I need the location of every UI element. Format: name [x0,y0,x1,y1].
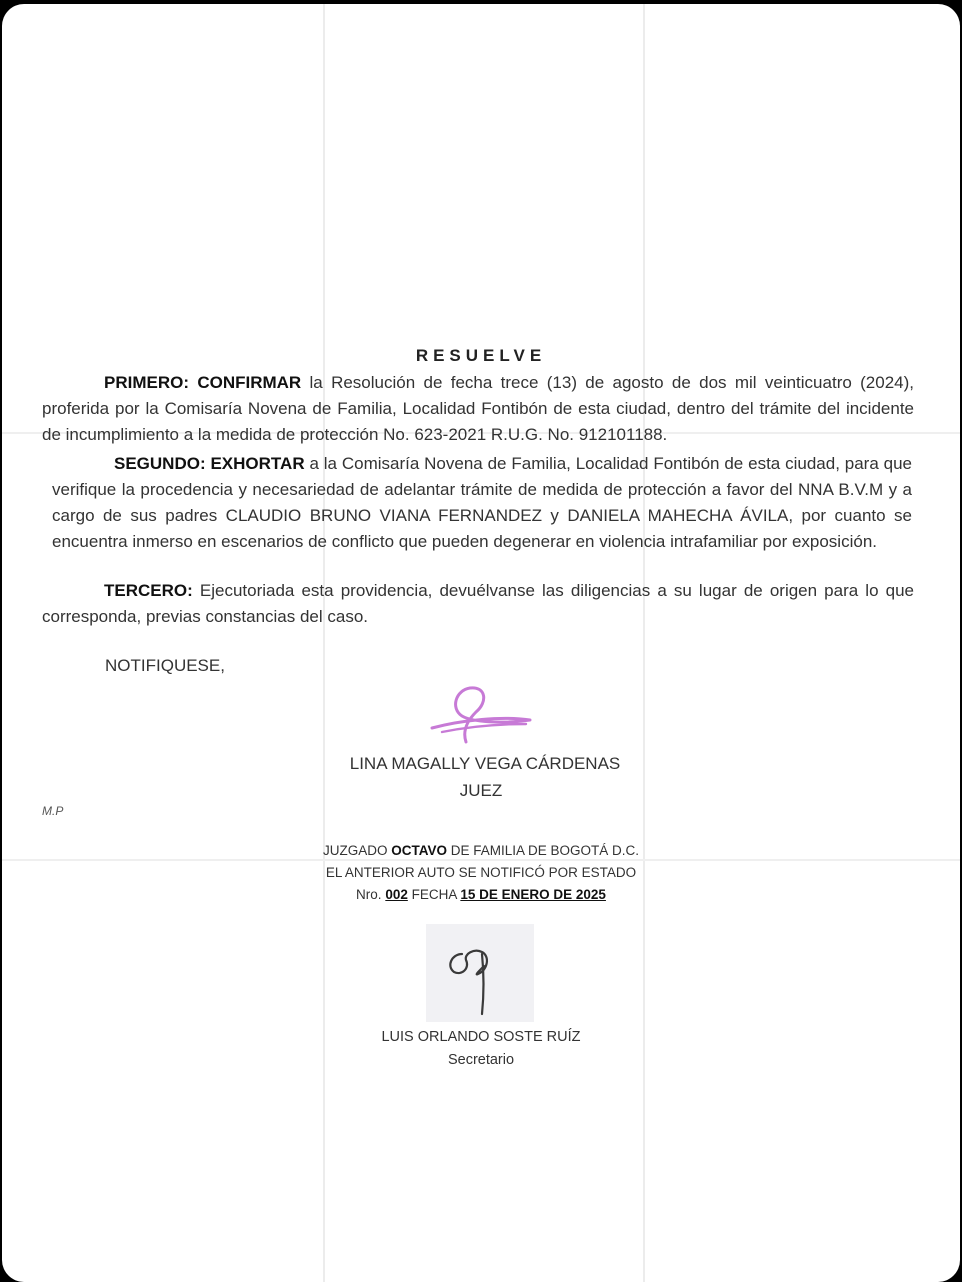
secretary-role: Secretario [447,1052,515,1068]
judge-signature-icon [422,680,542,750]
stamp-nro-label: Nro. [356,887,386,902]
stamp-date-value: 15 DE ENERO DE 2025 [460,887,606,902]
judge-role: JUEZ [459,781,503,800]
primero-label: PRIMERO: CONFIRMAR [104,373,302,392]
fold-line [323,4,325,1282]
initials: M.P [42,804,64,818]
stamp-nro-value: 002 [385,887,408,902]
fold-line [643,4,645,1282]
secretary-signature-area [426,924,534,1022]
judge-name: LINA MAGALLY VEGA CÁRDENAS [349,754,621,773]
fold-line [2,859,960,861]
stamp-court-suffix: DE FAMILIA DE BOGOTÁ D.C. [446,843,640,858]
stamp-court-prefix: JUZGADO [322,843,392,858]
stamp-line-2: EL ANTERIOR AUTO SE NOTIFICÓ POR ESTADO [325,865,637,880]
stamp-court-number: OCTAVO [391,843,447,858]
segundo-label: SEGUNDO: EXHORTAR [114,454,305,473]
notification-text: NOTIFIQUESE, [105,656,225,675]
section-title: RESUELVE [415,346,547,365]
stamp-fecha-label: FECHA [407,887,461,902]
document-page [2,4,960,1282]
primero-text: la Resolución de fecha trece (13) de agosto de dos mil veinticuatro (2024), proferida por la Comisaría Novena de Familia, Localidad Fontibón de esta ciudad, dentro del trámite del incidente de incumplimiento a la medida de protección No. 623-2021 R.U.G. No. 912101188. [42,373,914,444]
secretary-signature-icon [426,924,534,1022]
tercero-text: Ejecutoriada esta providencia, devuélvanse las diligencias a su lugar de origen para lo que corresponda, previas constancias del caso. [42,581,914,626]
tercero-label: TERCERO: [104,581,193,600]
stamp-line-1 [2,843,960,858]
segundo-text: a la Comisaría Novena de Familia, Localidad Fontibón de esta ciudad, para que verifique la procedencia y necesariedad de adelantar trámite de medida de protección a favor del NNA B.V.M y a cargo de sus padres CLAUDIO BRUNO VIANA FERNANDEZ y DANIELA MAHECHA ÁVILA, por cuanto se encuentra inmerso en escenarios de conflicto que pueden degenerar en violencia intrafamiliar por exposición. [52,454,912,551]
paragraph-primero [42,370,914,448]
paragraph-segundo [52,451,912,555]
stamp-line-3 [2,887,960,902]
secretary-name: LUIS ORLANDO SOSTE RUÍZ [381,1029,581,1045]
paragraph-tercero [42,578,914,630]
